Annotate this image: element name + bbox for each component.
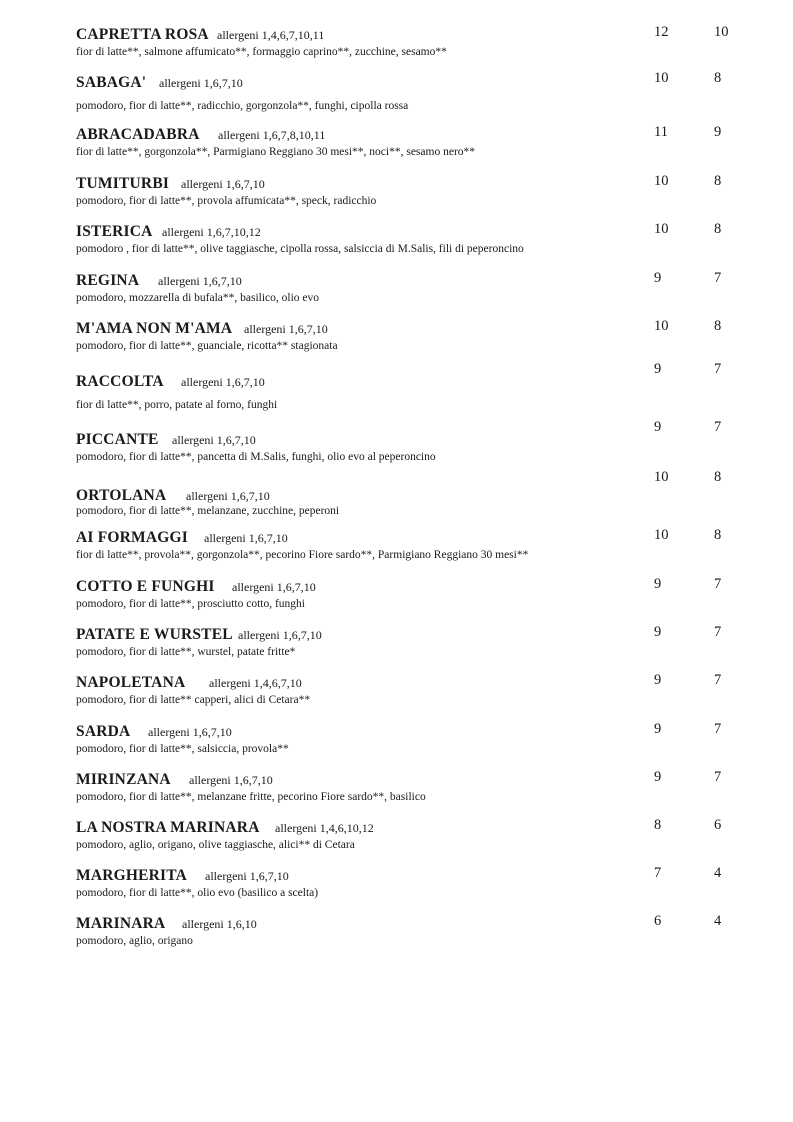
ingredients: pomodoro, fior di latte**, wurstel, patate fritte* [76, 646, 296, 658]
allergens: allergeni 1,4,6,10,12 [275, 821, 374, 835]
price-reduced: 7 [714, 672, 722, 688]
ingredients: pomodoro, fior di latte**, guanciale, ricotta** stagionata [76, 340, 338, 352]
ingredients: pomodoro, fior di latte** capperi, alici di Cetara** [76, 694, 311, 706]
price-reduced: 8 [714, 469, 722, 485]
allergens: allergeni 1,6,7,10 [181, 375, 265, 389]
price-reduced: 4 [714, 865, 722, 881]
price-full: 10 [654, 221, 669, 237]
price-reduced: 10 [714, 24, 729, 40]
price-full: 9 [654, 769, 662, 785]
menu-item [76, 320, 776, 364]
pizza-name: MARINARA [76, 915, 166, 932]
allergens: allergeni 1,6,7,8,10,11 [218, 128, 326, 142]
pizza-name: SARDA [76, 723, 131, 740]
allergens: allergeni 1,6,7,10 [189, 773, 273, 787]
ingredients: pomodoro, fior di latte**, prosciutto cotto, funghi [76, 598, 306, 610]
ingredients: fior di latte**, salmone affumicato**, formaggio caprino**, zucchine, sesamo** [76, 46, 447, 58]
price-full: 10 [654, 70, 669, 86]
price-reduced: 8 [714, 70, 722, 86]
price-full: 9 [654, 419, 662, 435]
price-reduced: 8 [714, 527, 722, 543]
price-reduced: 8 [714, 221, 722, 237]
allergens: allergeni 1,4,6,7,10 [209, 676, 302, 690]
pizza-name: M'AMA NON M'AMA [76, 320, 233, 337]
price-full: 9 [654, 361, 662, 377]
pizza-name: AI FORMAGGI [76, 529, 188, 546]
price-full: 8 [654, 817, 662, 833]
menu-item [76, 529, 776, 573]
pizza-name: TUMITURBI [76, 175, 170, 192]
ingredients: pomodoro, fior di latte**, melanzane fritte, pecorino Fiore sardo**, basilico [76, 791, 426, 803]
menu-item [76, 175, 776, 219]
price-full: 10 [654, 527, 669, 543]
pizza-name: RACCOLTA [76, 373, 164, 390]
allergens: allergeni 1,6,7,10 [205, 869, 289, 883]
pizza-name: ORTOLANA [76, 487, 167, 504]
allergens: allergeni 1,6,7,10 [244, 322, 328, 336]
ingredients: pomodoro, aglio, origano, olive taggiasche, alici** di Cetara [76, 839, 355, 851]
price-full: 9 [654, 721, 662, 737]
price-full: 9 [654, 270, 662, 286]
price-reduced: 7 [714, 270, 722, 286]
price-reduced: 7 [714, 769, 722, 785]
ingredients: pomodoro, fior di latte**, melanzane, zucchine, peperoni [76, 505, 340, 517]
menu-item [76, 819, 776, 863]
pizza-name: NAPOLETANA [76, 674, 186, 691]
ingredients: pomodoro, fior di latte**, radicchio, gorgonzola**, funghi, cipolla rossa [76, 100, 409, 112]
pizza-name: PATATE E WURSTEL [76, 626, 233, 643]
menu-item [76, 272, 776, 316]
pizza-name: REGINA [76, 272, 140, 289]
ingredients: pomodoro, fior di latte**, pancetta di M.Salis, funghi, olio evo al peperoncino [76, 451, 436, 463]
price-full: 10 [654, 318, 669, 334]
ingredients: pomodoro, fior di latte**, olio evo (basilico a scelta) [76, 887, 319, 899]
allergens: allergeni 1,6,7,10 [204, 531, 288, 545]
menu-item [76, 469, 776, 525]
menu-item [76, 674, 776, 718]
price-full: 11 [654, 124, 668, 140]
ingredients: fior di latte**, provola**, gorgonzola**, pecorino Fiore sardo**, Parmigiano Reggiano 30 mesi** [76, 549, 529, 561]
menu-item [76, 626, 776, 670]
pizza-name: MIRINZANA [76, 771, 171, 788]
ingredients: fior di latte**, porro, patate al forno, funghi [76, 399, 278, 411]
pizza-name: SABAGA' [76, 74, 147, 91]
ingredients: pomodoro, aglio, origano [76, 935, 193, 947]
menu-item [76, 26, 776, 70]
menu-item [76, 419, 776, 471]
ingredients: pomodoro, fior di latte**, provola affumicata**, speck, radicchio [76, 195, 377, 207]
menu-item [76, 723, 776, 767]
allergens: allergeni 1,6,7,10,12 [162, 225, 261, 239]
menu-item [76, 223, 776, 267]
allergens: allergeni 1,6,7,10 [232, 580, 316, 594]
allergens: allergeni 1,6,7,10 [181, 177, 265, 191]
ingredients: fior di latte**, gorgonzola**, Parmigiano Reggiano 30 mesi**, noci**, sesamo nero** [76, 146, 476, 158]
price-reduced: 7 [714, 624, 722, 640]
price-reduced: 4 [714, 913, 722, 929]
price-full: 12 [654, 24, 669, 40]
menu-item [76, 578, 776, 622]
price-reduced: 8 [714, 173, 722, 189]
price-full: 9 [654, 672, 662, 688]
price-full: 9 [654, 624, 662, 640]
menu-item [76, 70, 776, 118]
price-reduced: 6 [714, 817, 722, 833]
menu-item [76, 867, 776, 911]
price-full: 10 [654, 469, 669, 485]
ingredients: pomodoro, fior di latte**, salsiccia, provola** [76, 743, 289, 755]
price-reduced: 7 [714, 576, 722, 592]
allergens: allergeni 1,6,7,10 [172, 433, 256, 447]
menu-item [76, 361, 776, 413]
price-reduced: 7 [714, 361, 722, 377]
price-reduced: 9 [714, 124, 722, 140]
allergens: allergeni 1,6,7,10 [158, 274, 242, 288]
price-reduced: 7 [714, 419, 722, 435]
price-reduced: 7 [714, 721, 722, 737]
allergens: allergeni 1,4,6,7,10,11 [217, 28, 325, 42]
price-full: 9 [654, 576, 662, 592]
price-reduced: 8 [714, 318, 722, 334]
ingredients: pomodoro, mozzarella di bufala**, basilico, olio evo [76, 292, 320, 304]
pizza-name: ABRACADABRA [76, 126, 200, 143]
pizza-name: PICCANTE [76, 431, 159, 448]
price-full: 7 [654, 865, 662, 881]
allergens: allergeni 1,6,10 [182, 917, 257, 931]
allergens: allergeni 1,6,7,10 [186, 489, 270, 503]
allergens: allergeni 1,6,7,10 [159, 76, 243, 90]
price-full: 10 [654, 173, 669, 189]
menu-item [76, 771, 776, 815]
pizza-name: MARGHERITA [76, 867, 188, 884]
menu-item [76, 126, 776, 170]
allergens: allergeni 1,6,7,10 [148, 725, 232, 739]
pizza-name: ISTERICA [76, 223, 153, 240]
pizza-name: CAPRETTA ROSA [76, 26, 209, 43]
ingredients: pomodoro , fior di latte**, olive taggiasche, cipolla rossa, salsiccia di M.Salis, fili di peperoncino [76, 243, 524, 255]
allergens: allergeni 1,6,7,10 [238, 628, 322, 642]
pizza-name: COTTO E FUNGHI [76, 578, 215, 595]
price-full: 6 [654, 913, 662, 929]
pizza-name: LA NOSTRA MARINARA [76, 819, 260, 836]
menu-item [76, 915, 776, 959]
